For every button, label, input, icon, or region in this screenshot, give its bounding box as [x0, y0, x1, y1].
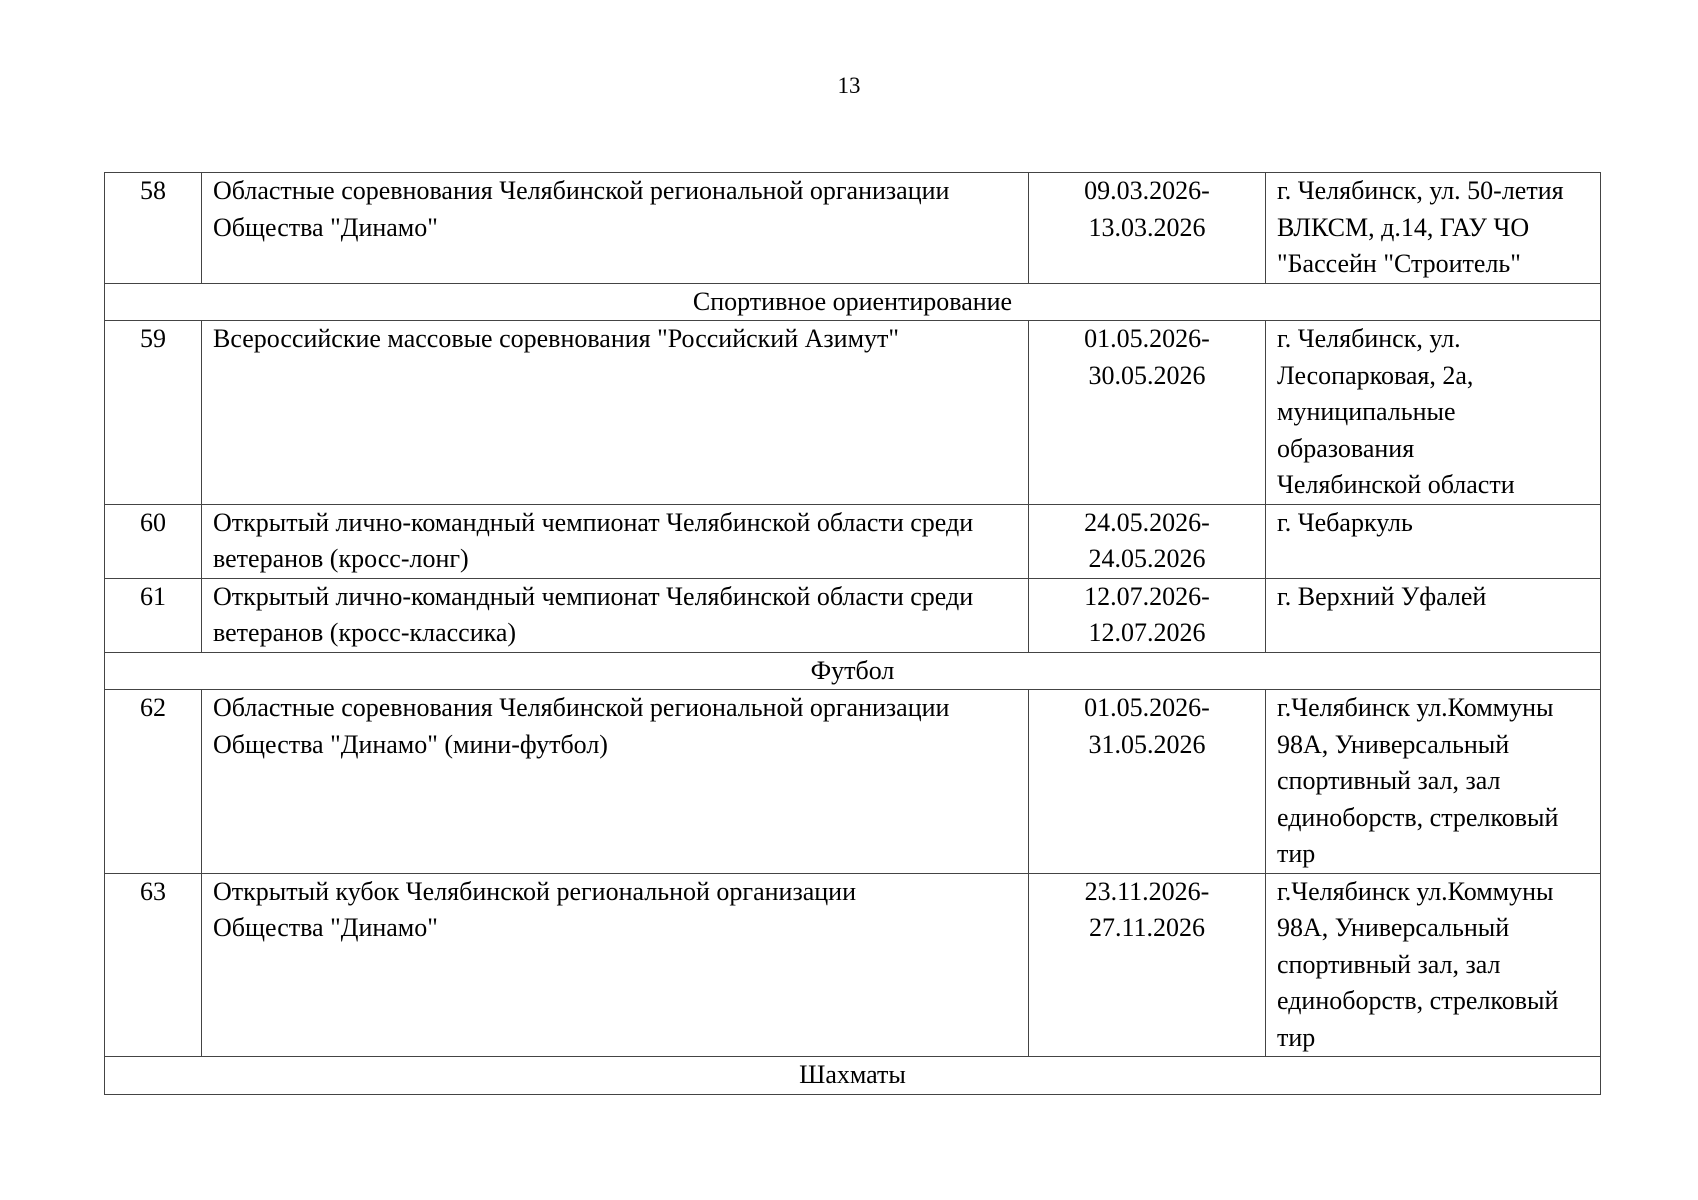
- table-row: [105, 504, 1601, 578]
- table-row: [105, 173, 1601, 284]
- table-row: [105, 690, 1601, 874]
- event-title: Открытый лично-командный чемпионат Челябинской области среди ветеранов (кросс-классика): [202, 578, 1029, 652]
- row-number: 60: [105, 504, 202, 578]
- event-place: г.Челябинск ул.Коммуны 98А, Универсальный спортивный зал, зал единоборств, стрелковый тир: [1266, 690, 1601, 874]
- event-title: Областные соревнования Челябинской региональной организации Общества "Динамо": [202, 173, 1029, 284]
- event-dates: 24.05.2026- 24.05.2026: [1029, 504, 1266, 578]
- table-row: [105, 578, 1601, 652]
- row-number: 61: [105, 578, 202, 652]
- event-place: г. Чебаркуль: [1266, 504, 1601, 578]
- row-number: 59: [105, 321, 202, 505]
- section-row: [105, 1057, 1601, 1095]
- row-number: 63: [105, 873, 202, 1057]
- event-place: г.Челябинск ул.Коммуны 98А, Универсальный спортивный зал, зал единоборств, стрелковый тир: [1266, 873, 1601, 1057]
- event-place: г. Верхний Уфалей: [1266, 578, 1601, 652]
- page-number: 13: [837, 73, 861, 98]
- event-dates: 01.05.2026- 31.05.2026: [1029, 690, 1266, 874]
- section-row: [105, 283, 1601, 321]
- event-dates: 09.03.2026- 13.03.2026: [1029, 173, 1266, 284]
- section-title: Футбол: [105, 652, 1601, 690]
- event-place: г. Челябинск, ул. Лесопарковая, 2а, муниципальные образования Челябинской области: [1266, 321, 1601, 505]
- row-number: 58: [105, 173, 202, 284]
- event-dates: 01.05.2026- 30.05.2026: [1029, 321, 1266, 505]
- events-table: [104, 172, 1601, 1095]
- event-dates: 23.11.2026- 27.11.2026: [1029, 873, 1266, 1057]
- event-title: Открытый лично-командный чемпионат Челябинской области среди ветеранов (кросс-лонг): [202, 504, 1029, 578]
- section-row: [105, 652, 1601, 690]
- event-title: Открытый кубок Челябинской региональной организации Общества "Динамо": [202, 873, 1029, 1057]
- event-place: г. Челябинск, ул. 50-летия ВЛКСМ, д.14, ГАУ ЧО "Бассейн "Строитель": [1266, 173, 1601, 284]
- event-title: Всероссийские массовые соревнования "Российский Азимут": [202, 321, 1029, 505]
- event-dates: 12.07.2026- 12.07.2026: [1029, 578, 1266, 652]
- table-row: [105, 321, 1601, 505]
- table-row: [105, 873, 1601, 1057]
- section-title: Спортивное ориентирование: [105, 283, 1601, 321]
- row-number: 62: [105, 690, 202, 874]
- event-title: Областные соревнования Челябинской региональной организации Общества "Динамо" (мини-футбол): [202, 690, 1029, 874]
- section-title: Шахматы: [105, 1057, 1601, 1095]
